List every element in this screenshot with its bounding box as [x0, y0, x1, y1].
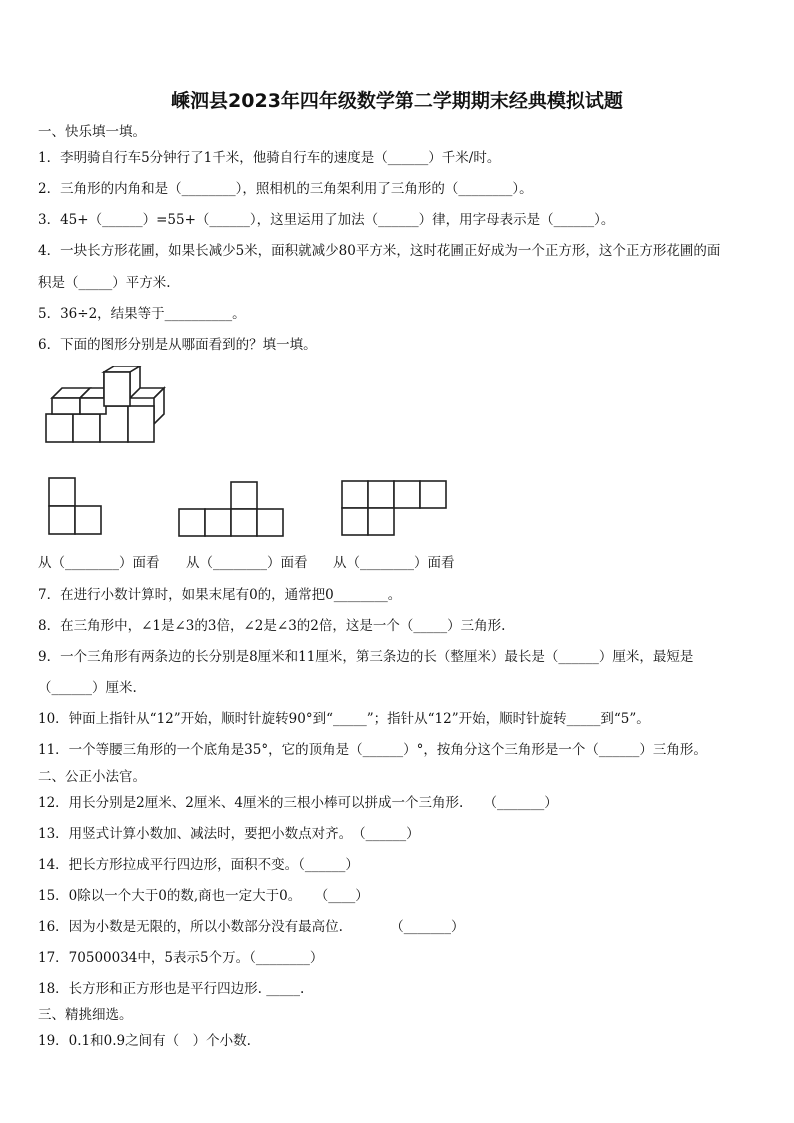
- question-19: 19．0.1和0.9之间有（ ）个小数.: [38, 1033, 251, 1049]
- cube-stack-figure: [42, 366, 172, 446]
- question-11: 11．一个等腰三角形的一个底角是35°，它的顶角是（______）°，按角分这个三角形是一个（______）三角形。: [38, 742, 707, 758]
- question-7: 7．在进行小数计算时，如果末尾有0的，通常把0________。: [38, 587, 402, 603]
- question-9-line2: （______）厘米.: [38, 680, 137, 696]
- section-heading-fill: 一、快乐填一填。: [38, 124, 146, 140]
- question-2: 2．三角形的内角和是（________），照相机的三角架利用了三角形的（________）。: [38, 181, 533, 197]
- view-label-1: 从（________）面看: [38, 555, 160, 571]
- question-4-line1: 4．一块长方形花圃，如果长减少5米，面积就减少80平方米，这时花圃正好成为一个正方形，这个正方形花圃的面: [38, 243, 721, 259]
- question-3: 3．45+（______）=55+（______），这里运用了加法（______）律，用字母表示是（______）。: [38, 212, 615, 228]
- question-9-line1: 9．一个三角形有两条边的长分别是8厘米和11厘米，第三条边的长（整厘米）最长是（______）厘米，最短是: [38, 649, 694, 665]
- view-figure-1: [47, 476, 109, 538]
- question-17: 17．70500034中，5表示5个万。（________）: [38, 950, 324, 966]
- section-heading-judge: 二、公正小法官。: [38, 769, 146, 785]
- question-6: 6．下面的图形分别是从哪面看到的？填一填。: [38, 337, 317, 353]
- question-5: 5．36÷2，结果等于__________。: [38, 306, 246, 322]
- view-figure-3: [340, 479, 452, 541]
- question-14: 14．把长方形拉成平行四边形，面积不变。（______）: [38, 857, 359, 873]
- question-4-line2: 积是（_____）平方米.: [38, 275, 171, 291]
- view-label-3: 从（________）面看: [333, 555, 455, 571]
- question-12: 12．用长分别是2厘米、2厘米、4厘米的三根小棒可以拼成一个三角形. （_______）: [38, 795, 558, 811]
- question-10: 10．钟面上指针从“12”开始，顺时针旋转90°到“_____”；指针从“12”开始，顺时针旋转_____到“5”。: [38, 711, 650, 727]
- section-heading-choice: 三、精挑细选。: [38, 1007, 133, 1023]
- page-title: 嵊泗县2023年四年级数学第二学期期末经典模拟试题: [171, 90, 623, 112]
- view-label-2: 从（________）面看: [186, 555, 308, 571]
- question-15: 15．0除以一个大于0的数,商也一定大于0。 （____）: [38, 888, 369, 904]
- question-1: 1．李明骑自行车5分钟行了1千米，他骑自行车的速度是（______）千米/时。: [38, 150, 501, 166]
- question-18: 18．长方形和正方形也是平行四边形. _____.: [38, 981, 305, 997]
- question-16: 16．因为小数是无限的，所以小数部分没有最高位. （_______）: [38, 919, 465, 935]
- question-13: 13．用竖式计算小数加、减法时，要把小数点对齐。 （______）: [38, 826, 420, 842]
- view-figure-2: [177, 480, 289, 542]
- question-8: 8．在三角形中，∠1是∠3的3倍，∠2是∠3的2倍，这是一个（_____）三角形.: [38, 618, 506, 634]
